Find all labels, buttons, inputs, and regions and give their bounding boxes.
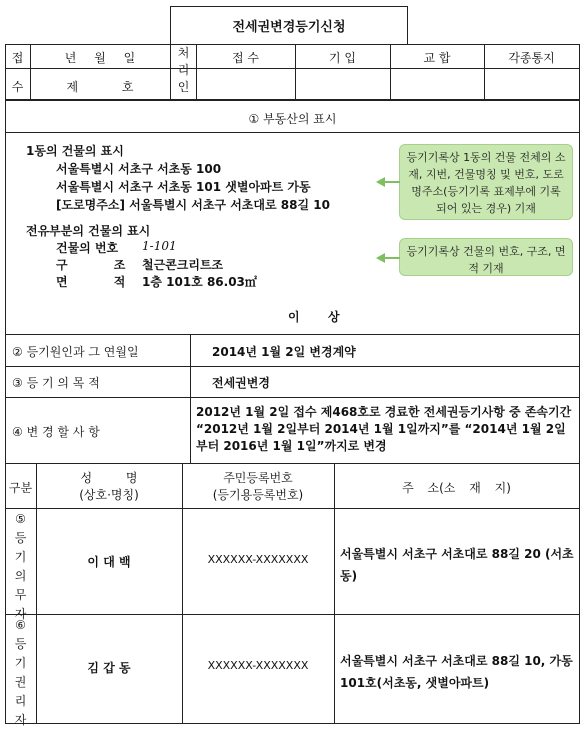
section2-value: 2014년 1월 2일 변경계약 bbox=[212, 345, 356, 359]
reception-label: 접 bbox=[11, 51, 24, 65]
col-check: 교 합 bbox=[423, 51, 451, 65]
note-unit: 등기기록상 건물의 번호, 구조, 면적 기재 bbox=[399, 238, 573, 276]
col-id-sub: (등기용등록번호) bbox=[212, 488, 304, 502]
number-label: 제 호 bbox=[66, 80, 134, 94]
col-entry: 기 입 bbox=[329, 51, 356, 65]
col-notice: 각종통지 bbox=[508, 51, 555, 65]
section4-label: ④ 변 경 할 사 항 bbox=[12, 425, 100, 439]
unit-area-label: 면 적 bbox=[56, 275, 126, 289]
section3-value: 전세권변경 bbox=[212, 376, 270, 390]
unit-area-value: 1층 101호 86.03㎡ bbox=[142, 275, 257, 289]
section4-value: 2012년 1월 2일 접수 제468호로 경료한 전세권등기사항 중 존속기간 “2012년 1월 2일부터 2014년 1월 1일까지”를 “2014년 1월 2일부터 2016년 1월 1일”까지로 변경 bbox=[196, 405, 572, 453]
date-label: 년 월 일 bbox=[64, 51, 136, 65]
col-kind: 구분 bbox=[8, 481, 33, 495]
unit-label: 전유부분의 건물의 표시 bbox=[26, 224, 151, 238]
col-address: 주 소(소 재 지) bbox=[402, 481, 511, 495]
unit-structure-value: 철근콘크리트조 bbox=[142, 258, 224, 272]
obligor-id: XXXXXX-XXXXXXX bbox=[207, 553, 309, 566]
obligor-name: 이 대 백 bbox=[87, 555, 131, 569]
section2-label: ② 등기원인과 그 연월일 bbox=[12, 345, 139, 359]
obligor-address: 서울특별시 서초구 서초대로 88길 20 (서초동) bbox=[340, 547, 574, 583]
right-holder-address: 서울특별시 서초구 서초대로 88길 10, 가동 101호(서초동, 샛별아파트) bbox=[340, 654, 573, 690]
col-receipt: 접 수 bbox=[232, 51, 259, 65]
col-name-sub: (상호·명칭) bbox=[79, 488, 139, 502]
end-mark-2: 상 bbox=[328, 310, 340, 324]
building-label: 1동의 건물의 표시 bbox=[26, 144, 124, 158]
arrow-left-icon bbox=[376, 177, 385, 187]
unit-structure-label: 구 조 bbox=[56, 258, 126, 272]
right-holder-name: 김 갑 동 bbox=[87, 661, 131, 675]
role-right-holder: ⑥ 등 기 권 리 자 bbox=[14, 618, 27, 727]
note-building: 등기기록상 1동의 건물 전체의 소재, 지번, 건물명칭 및 번호, 도로명주소(등기기록 표제부에 기록되어 있는 경우) 기재 bbox=[399, 144, 573, 220]
section1-heading: ① 부동산의 표시 bbox=[248, 112, 337, 126]
receipt-label: 수 bbox=[11, 80, 24, 94]
unit-number-value: 1-101 bbox=[142, 239, 177, 253]
building-line-2: 서울특별시 서초구 서초동 101 샛별아파트 가동 bbox=[56, 180, 311, 194]
building-line-1: 서울특별시 서초구 서초동 100 bbox=[56, 162, 222, 176]
right-holder-id: XXXXXX-XXXXXXX bbox=[207, 659, 309, 672]
process-label: 처 리 인 bbox=[177, 46, 190, 94]
role-obligor: ⑤ 등 기 의 무 자 bbox=[14, 512, 27, 621]
page-title: 전세권변경등기신청 bbox=[232, 20, 346, 35]
col-name: 성 명 bbox=[80, 471, 138, 485]
unit-number-label: 건물의 번호 bbox=[56, 241, 119, 255]
end-mark-1: 이 bbox=[288, 310, 300, 324]
col-id: 주민등록번호 bbox=[223, 471, 293, 485]
building-line-3: [도로명주소] 서울특별시 서초구 서초대로 88길 10 bbox=[56, 198, 330, 212]
section3-label: ③ 등 기 의 목 적 bbox=[12, 376, 100, 390]
arrow-left-icon bbox=[376, 253, 385, 263]
